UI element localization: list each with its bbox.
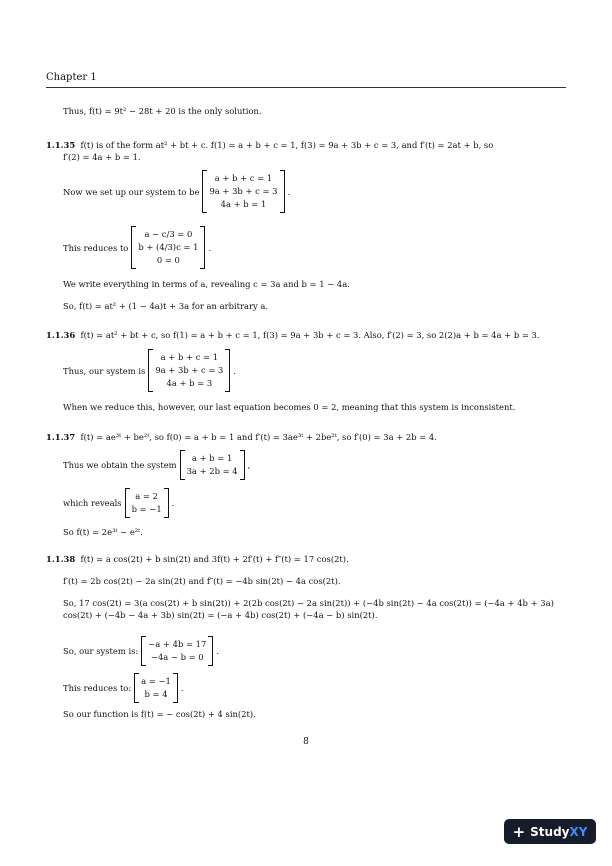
trailing-period: . [208,242,212,253]
problem-37-line-d: So f(t) = 2e³ᵗ − e²ᵗ. [63,527,143,537]
matrix-37b [125,488,169,518]
header-rule [46,87,566,88]
problem-38-reduction [63,673,184,703]
problem-37-system-label: Thus we obtain the system [63,460,177,470]
problem-35-line-b: f′(2) = 4a + b = 1. [63,152,141,162]
matrix-37a [180,450,245,480]
trailing-period: . [287,186,291,197]
problem-37-line-a: f(t) = ae³ᵗ + be²ᵗ, so f(0) = a + b = 1 and f′(t) = 3ae³ᵗ + 2be²ᵗ, so f′(0) = 3a + 2b = 4. [80,432,437,442]
studyxy-badge[interactable] [504,819,596,844]
matrix-row: b = −1 [131,504,162,514]
problem-35-system [63,170,290,213]
matrix-row: 0 = 0 [156,255,180,265]
matrix-row: 9a + 3b + c = 3 [155,365,224,375]
problem-36-number: 1.1.36 [46,330,76,340]
problem-38-line-a: f(t) = a cos(2t) + b sin(2t) and 3f(t) + 2f′(t) + f″(t) = 17 cos(2t). [80,554,349,564]
problem-36-line-a: f(t) = at² + bt + c, so f(1) = a + b + c = 1, f(3) = 9a + 3b + c = 3. Also, f′(2) = 3, so 2(2)a + b = 4a + b = 3. [80,330,540,340]
trailing-period: . [171,498,175,508]
matrix-row: a = −1 [141,676,171,686]
problem-37-number: 1.1.37 [46,432,76,442]
matrix-row: 4a + b = 1 [220,199,267,209]
trailing-period: . [180,683,184,693]
matrix-row: a + b + c = 1 [214,173,273,183]
matrix-row: −4a − b = 0 [150,652,204,662]
matrix-35b [131,226,205,269]
trailing-period: . [233,365,237,376]
matrix-row: b + (4/3)c = 1 [138,242,199,252]
problem-36-system [63,349,236,392]
matrix-38b [134,673,178,703]
problem-35-line-a: f(t) is of the form at² + bt + c. f(1) = a + b + c = 1, f(3) = 9a + 3b + c = 3, and f′(t) = 2at + b, so [80,140,494,150]
matrix-row: a − c/3 = 0 [144,229,193,239]
badge-xy-text: XY [569,824,588,839]
problem-35-text [46,139,550,151]
matrix-row: a = 2 [135,491,158,501]
problem-36-line-c: When we reduce this, however, our last equation becomes 0 = 2, meaning that this system is inconsistent. [63,402,516,412]
solution-line: Thus, f(t) = 9t² − 28t + 20 is the only solution. [63,106,262,116]
matrix-36 [148,349,230,392]
problem-36-text [46,329,550,341]
chapter-header: Chapter 1 [46,72,97,83]
matrix-35a [202,170,284,213]
problem-35-number: 1.1.35 [46,140,76,150]
matrix-row: a + b = 1 [191,453,233,463]
matrix-row: 3a + 2b = 4 [186,466,238,476]
matrix-38a [141,636,213,666]
problem-35-reduction [63,226,211,269]
problem-38-system [63,636,219,666]
problem-37-result-label: which reveals [63,498,122,508]
problem-37-text [46,431,550,443]
problem-38-line-b: f′(t) = 2b cos(2t) − 2a sin(2t) and f″(t) = −4b sin(2t) − 4a cos(2t). [63,576,341,586]
problem-36-system-label: Thus, our system is [63,365,146,376]
problem-38-number: 1.1.38 [46,554,76,564]
problem-35-line-e: We write everything in terms of a, revealing c = 3a and b = 1 − 4a. [63,279,350,289]
problem-37-system [63,450,250,480]
matrix-row: −a + 4b = 17 [148,639,207,649]
problem-38-line-f: So our function is f(t) = − cos(2t) + 4 sin(2t). [63,709,256,719]
matrix-row: 9a + 3b + c = 3 [209,186,278,196]
trailing-period: . [216,646,219,656]
problem-37-result [63,488,174,518]
matrix-row: b = 4 [144,689,168,699]
problem-38-line-c: So, 17 cos(2t) = 3(a cos(2t) + b sin(2t)) + 2(2b cos(2t) − 2a sin(2t)) + (−4b sin(2t) − 4a cos(2t)) = (−4a + 4b + 3a) cos(2t) + (−4b − 4a + 3b) sin(2t) = (−a + 4b) cos(2t) + (−4a − b) sin(2t). [63,598,554,620]
problem-38-text [46,553,550,565]
problem-38-system-label: So, our system is: [63,646,139,656]
problem-35-line-f: So, f(t) = at² + (1 − 4a)t + 3a for an arbitrary a. [63,301,269,311]
plus-icon: + [512,822,526,841]
page-number: 8 [303,737,309,747]
matrix-row: 4a + b = 3 [166,378,213,388]
trailing-comma: , [247,460,251,470]
problem-38-reduction-label: This reduces to: [63,683,132,693]
problem-35-system-label: Now we set up our system to be [63,186,200,197]
problem-35-reduction-label: This reduces to [63,242,129,253]
matrix-row: a + b + c = 1 [160,352,219,362]
badge-study-text: Study [530,824,570,839]
